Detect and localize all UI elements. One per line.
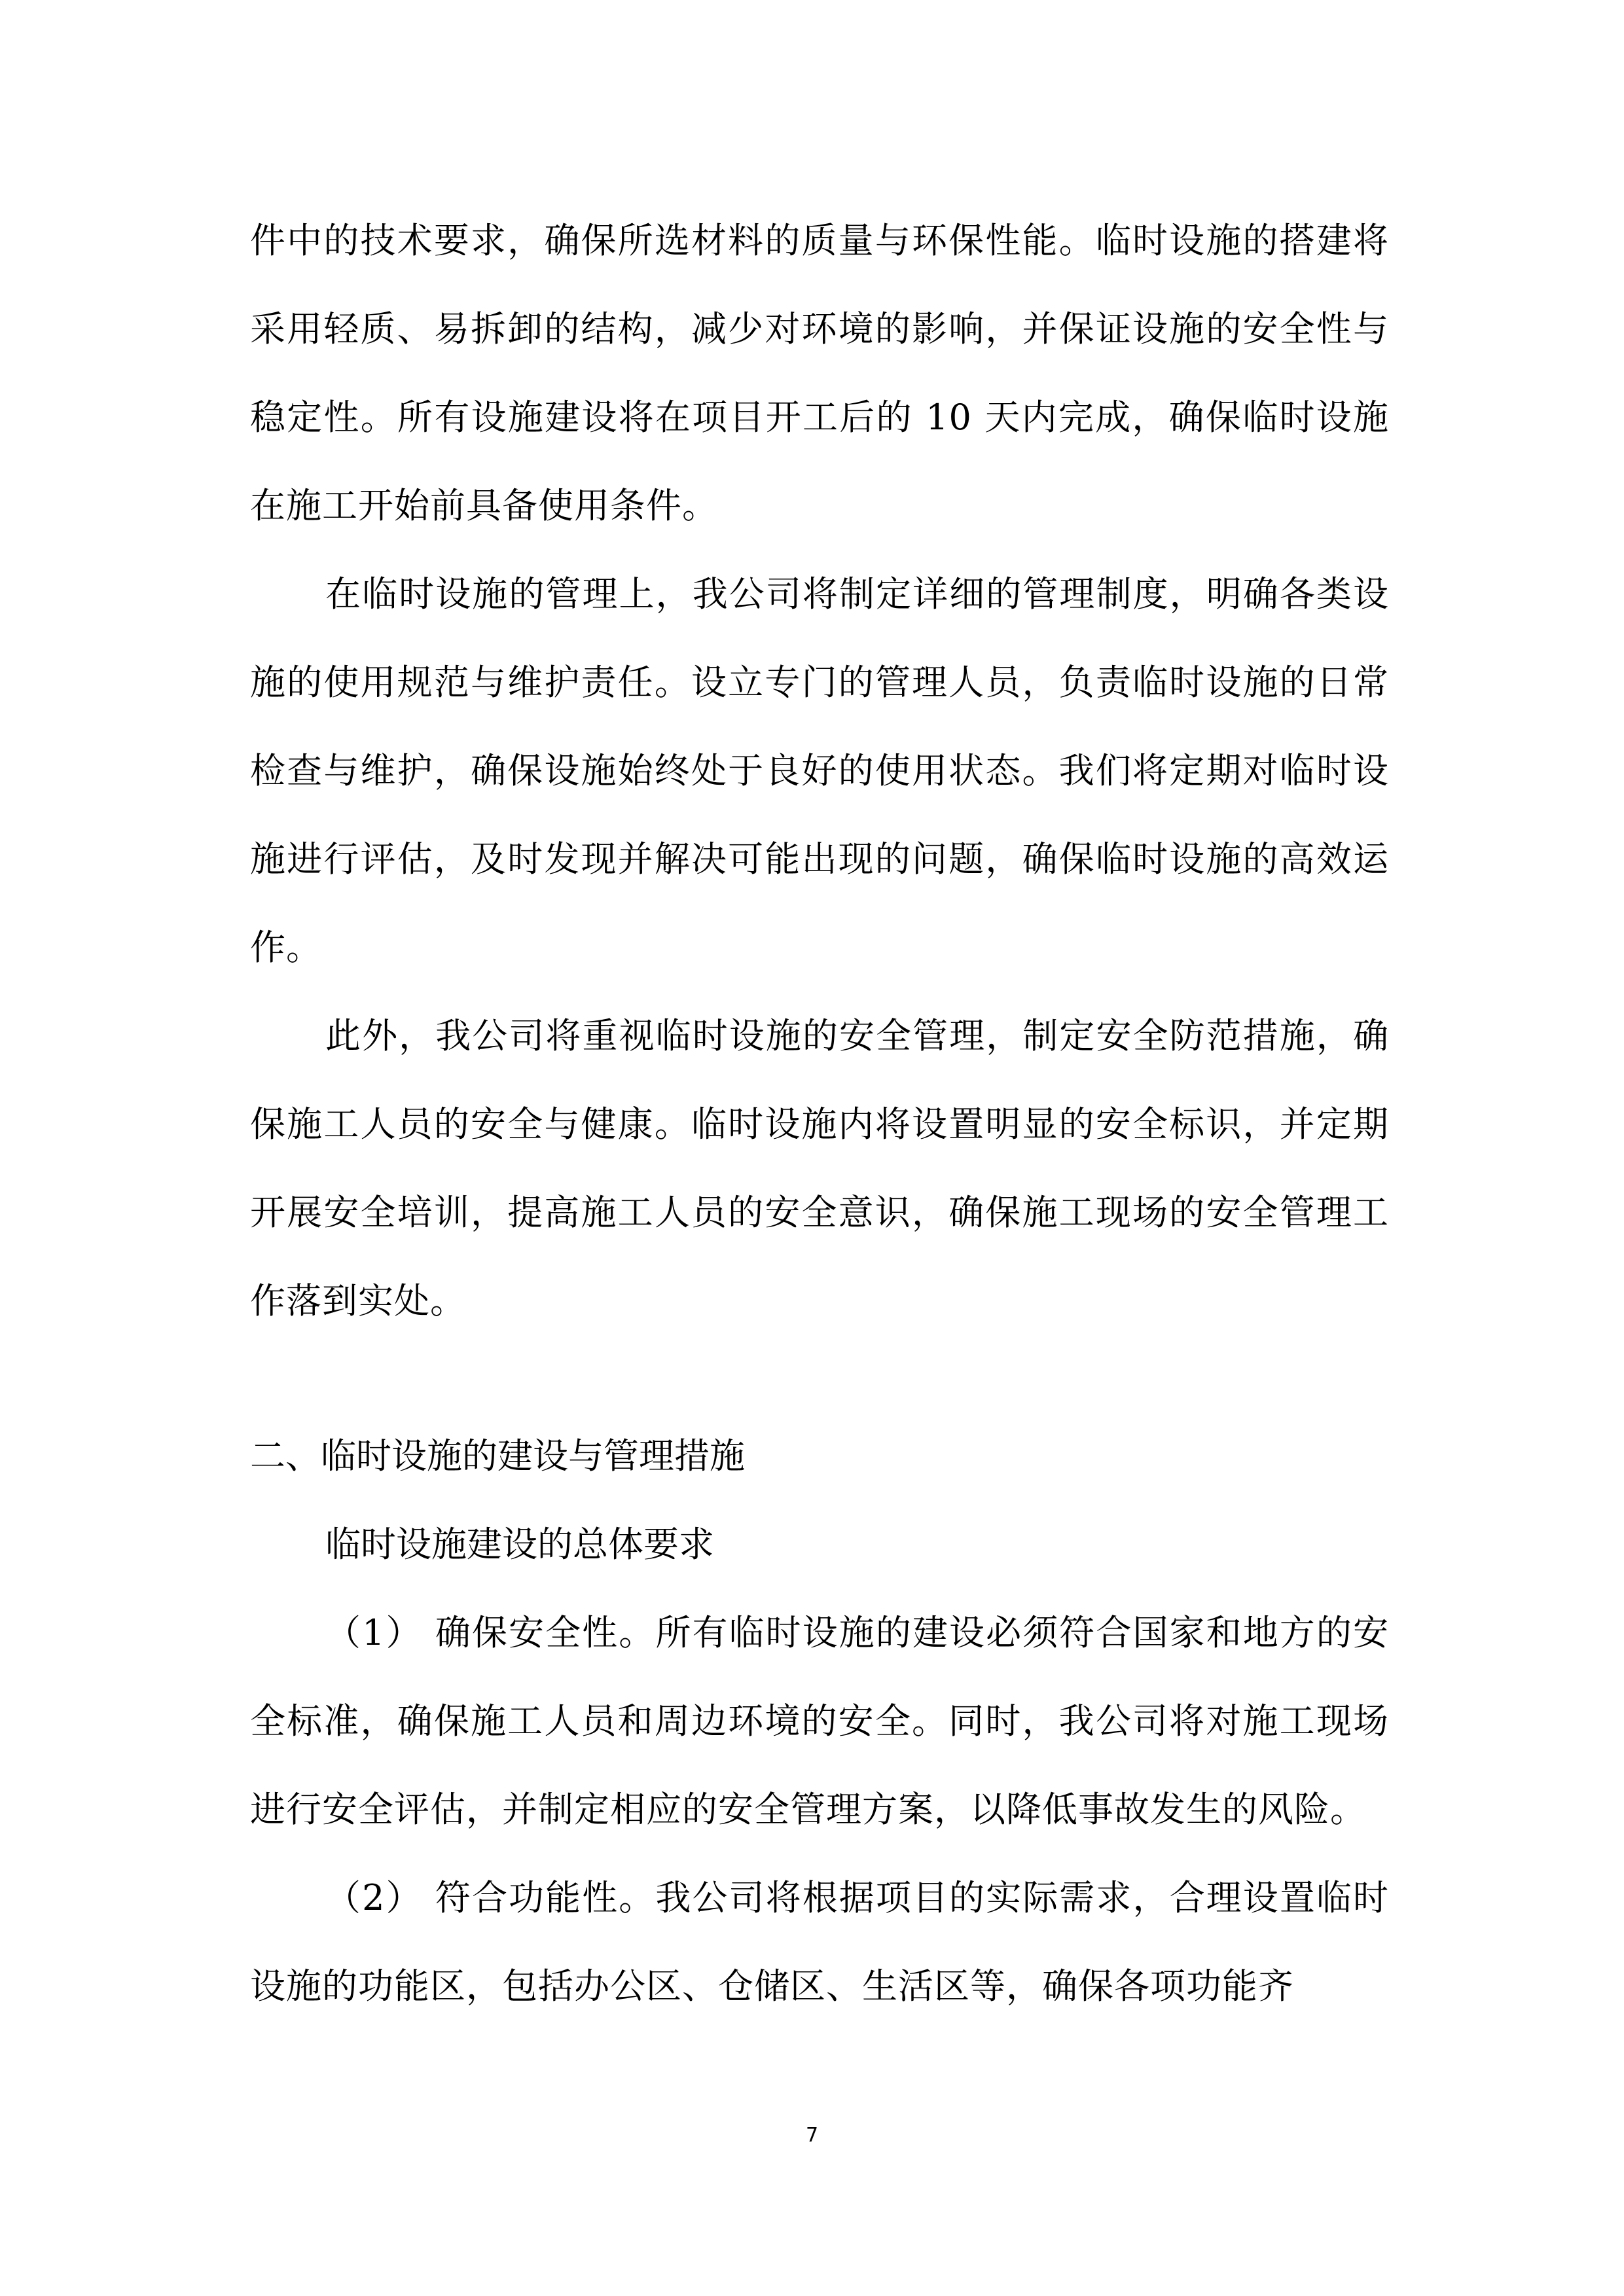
list-item-safety: （1） 确保安全性。所有临时设施的建设必须符合国家和地方的安全标准，确保施工人员和周边环境的安全。同时，我公司将对施工现场进行安全评估，并制定相应的安全管理方案，以降低事故发生的风险。: [250, 1612, 1389, 1830]
page-number: 7: [805, 2124, 819, 2147]
paragraph-management: 在临时设施的管理上，我公司将制定详细的管理制度，明确各类设施的使用规范与维护责任。设立专门的管理人员，负责临时设施的日常检查与维护，确保设施始终处于良好的使用状态。我们将定期对临时设施进行评估，及时发现并解决可能出现的问题，确保临时设施的高效运作。: [250, 573, 1389, 968]
paragraph-continuation: 件中的技术要求，确保所选材料的质量与环保性能。临时设施的搭建将采用轻质、易拆卸的结构，减少对环境的影响，并保证设施的安全性与稳定性。所有设施建设将在项目开工后的 10 天内完成，确保临时设施在施工开始前具备使用条件。: [250, 220, 1389, 526]
section-heading: 二、临时设施的建设与管理措施: [250, 1435, 745, 1477]
document-page: [250, 196, 1389, 2030]
list-item-functionality: （2） 符合功能性。我公司将根据项目的实际需求，合理设置临时设施的功能区，包括办公区、仓储区、生活区等，确保各项功能齐: [250, 1877, 1389, 2007]
subheading: 临时设施建设的总体要求: [325, 1524, 714, 1565]
paragraph-safety: 此外，我公司将重视临时设施的安全管理，制定安全防范措施，确保施工人员的安全与健康。临时设施内将设置明显的安全标识，并定期开展安全培训，提高施工人员的安全意识，确保施工现场的安全管理工作落到实处。: [250, 1015, 1389, 1321]
